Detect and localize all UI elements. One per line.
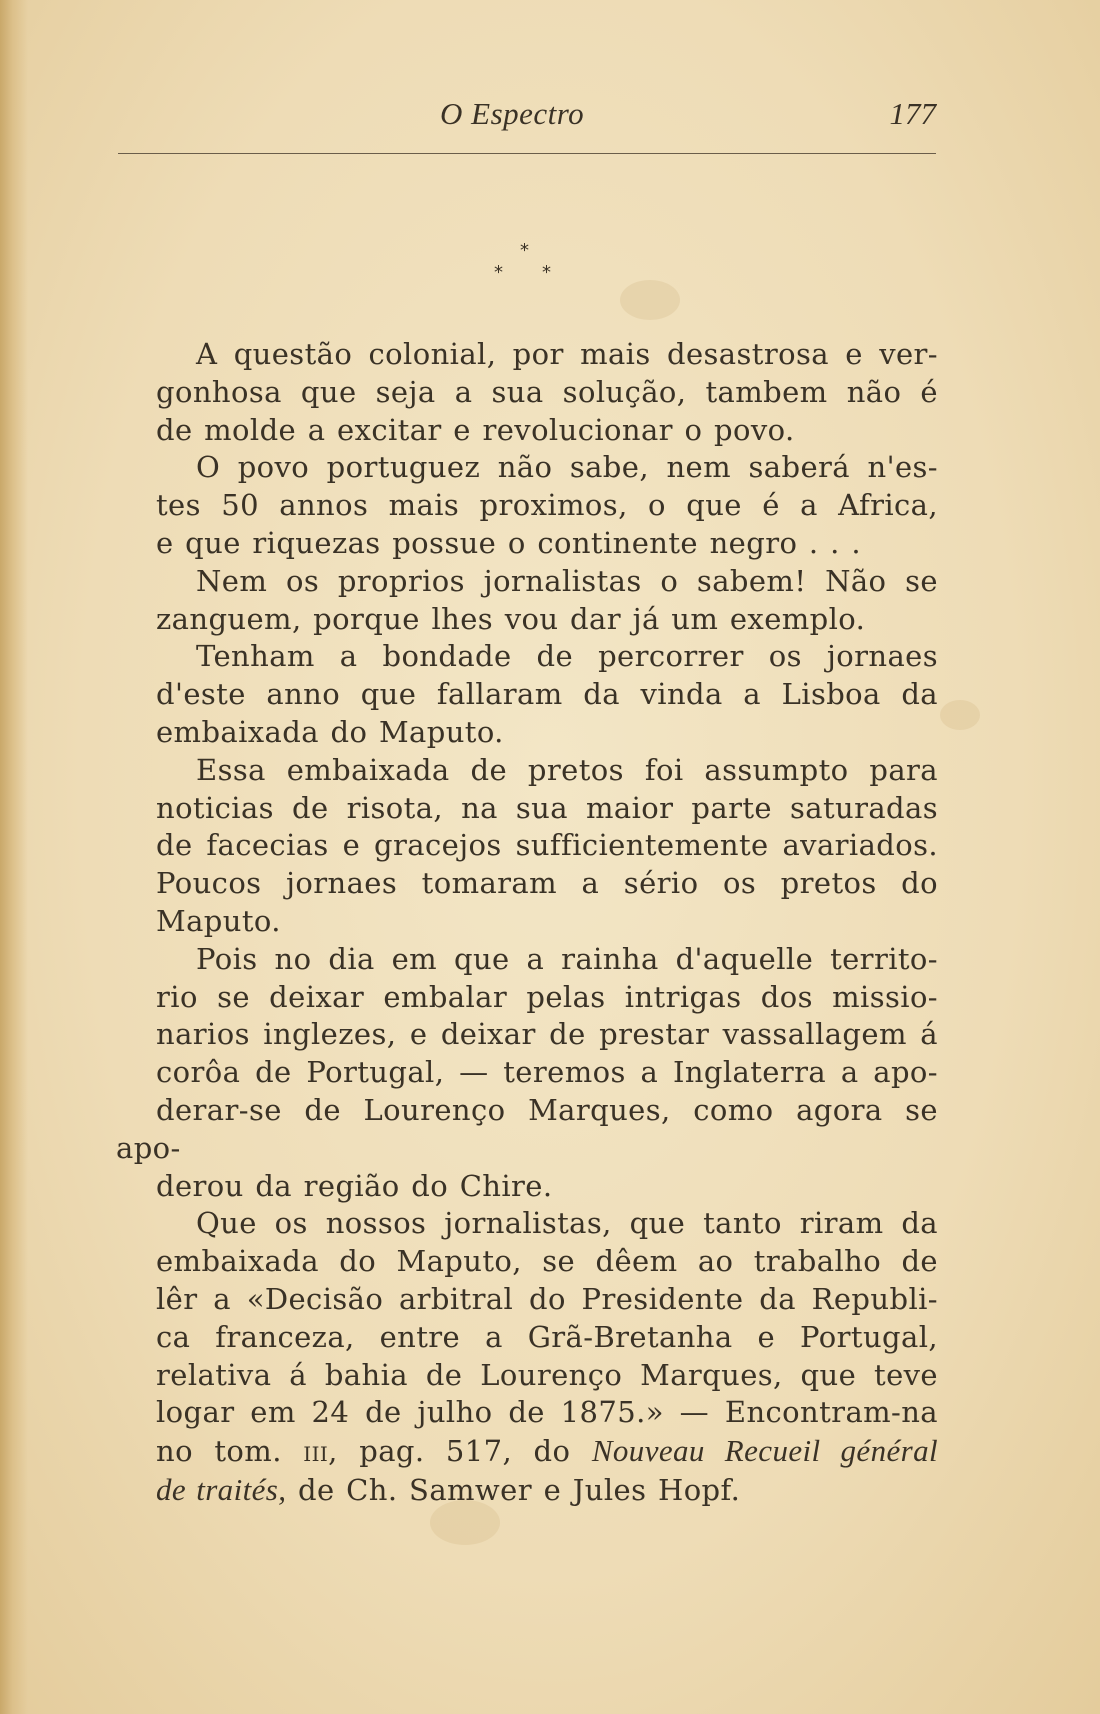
text-line: Nem os proprios jornalistas o sabem! Não se <box>196 563 938 598</box>
text-line: derou da região do Chire. <box>156 1168 553 1203</box>
text-segment: , pag. 517, do <box>328 1434 592 1469</box>
text-line: Tenham a bondade de percorrer os jornaes <box>196 639 938 674</box>
asterism-star: * <box>542 262 551 283</box>
paragraph <box>116 449 938 562</box>
text-line: Maputo. <box>156 903 281 938</box>
header-rule <box>118 153 936 154</box>
paragraph <box>116 941 938 1206</box>
text-line: noticias de risota, na sua maior parte saturadas <box>156 790 938 825</box>
text-line: logar em 24 de julho de 1875.» — Encontram-na <box>156 1395 938 1430</box>
running-header <box>118 96 936 136</box>
paragraph <box>116 563 938 639</box>
text-line-with-citation <box>116 1432 938 1471</box>
page-number: 177 <box>889 96 936 131</box>
paper-stain <box>620 280 680 320</box>
text-line: A questão colonial, por mais desastrosa e ver- <box>196 337 938 371</box>
book-title-italic: de traités, <box>156 1471 287 1507</box>
text-line: Essa embaixada de pretos foi assumpto para <box>196 752 938 787</box>
paragraph <box>116 638 938 751</box>
text-line: embaixada do Maputo. <box>156 714 504 749</box>
running-title: O Espectro <box>440 96 585 131</box>
body-text <box>116 336 938 1510</box>
paper-stain <box>940 700 980 730</box>
text-line: embaixada do Maputo, se dêem ao trabalho de <box>156 1244 938 1279</box>
text-segment: de Ch. Samwer e Jules Hopf. <box>286 1472 741 1507</box>
text-line: O povo portuguez não sabe, nem saberá n'es- <box>196 450 938 485</box>
paragraph <box>116 752 938 941</box>
roman-numeral: iii <box>303 1434 329 1469</box>
text-line: tes 50 annos mais proximos, o que é a Africa, <box>156 488 938 523</box>
text-line: Pois no dia em que a rainha d'aquelle territo- <box>196 941 938 976</box>
text-line: derar-se de Lourenço Marques, como agora se apo- <box>116 1092 938 1165</box>
text-line: relativa á bahia de Lourenço Marques, que teve <box>156 1357 938 1392</box>
paragraph <box>116 1205 938 1509</box>
text-line: d'este anno que fallaram da vinda a Lisboa da <box>156 677 938 712</box>
book-title-italic: Nouveau Recueil général <box>591 1433 938 1469</box>
text-line: de facecias e gracejos sufficientemente avariados. <box>156 828 938 863</box>
text-line: zanguem, porque lhes vou dar já um exemplo. <box>156 601 866 636</box>
text-line: Poucos jornaes tomaram a sério os pretos do <box>156 866 938 901</box>
text-line-with-citation <box>116 1471 938 1510</box>
text-segment: no tom. <box>156 1434 304 1469</box>
text-line: narios inglezes, e deixar de prestar vassallagem á <box>156 1017 938 1052</box>
text-line: e que riquezas possue o continente negro . . . <box>156 525 862 560</box>
page-spine-shadow <box>0 0 28 1714</box>
text-line: gonhosa que seja a sua solução, tambem não é <box>156 374 938 409</box>
paragraph <box>116 336 938 449</box>
text-line: ca franceza, entre a Grã-Bretanha e Portugal, <box>156 1319 938 1354</box>
text-line: corôa de Portugal, — teremos a Inglaterra a apo- <box>156 1055 938 1090</box>
text-line: de molde a excitar e revolucionar o povo. <box>156 412 795 447</box>
asterism-section-break <box>494 240 558 286</box>
text-line: rio se deixar embalar pelas intrigas dos missio- <box>156 979 938 1014</box>
asterism-star: * <box>520 240 529 261</box>
text-line: lêr a «Decisão arbitral do Presidente da Republi- <box>156 1281 938 1316</box>
asterism-star: * <box>494 262 503 283</box>
text-line: Que os nossos jornalistas, que tanto riram da <box>196 1206 938 1241</box>
